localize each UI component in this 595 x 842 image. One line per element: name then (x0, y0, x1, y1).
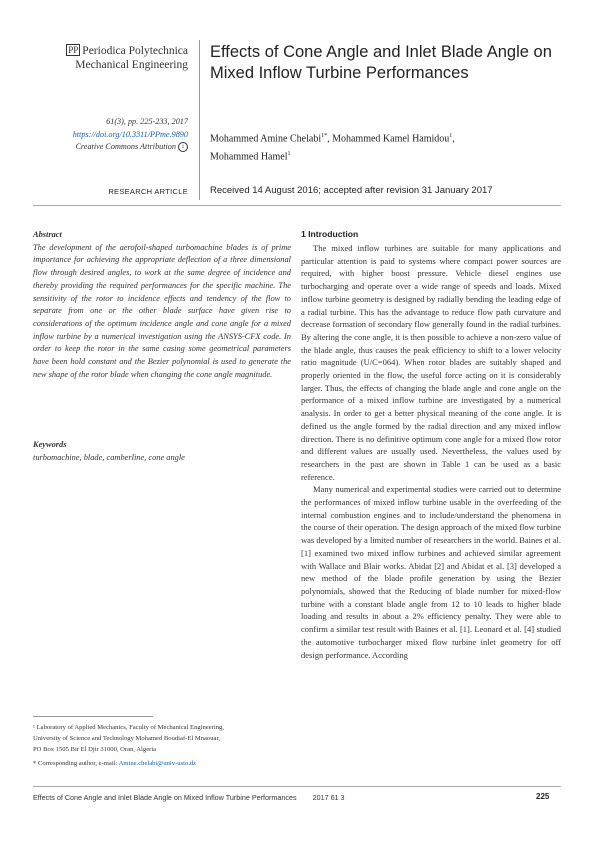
paragraph: The mixed inflow turbines are suitable for many applications and particular attention is paid to systems where compact power sources are required, with higher boost pressure. Vehicle diesel engines use turbocharging and operate over a wide range of speeds and loads. Mixed inflow turbine geometry is designed by radially bending the leading edge of a radial turbine. This has the advantage to reduce flow path curvature and decrease formation of secondary flow generally found in the radial turbines. By altering the cone angle, it is then possible to achieve a non-zero value of the blade angle, thus causes the peak efficiency to shift to a lower velocity ratio magnitude (U/C=064). When rotor blades are suitably shaped and properly oriented in the flow, the useful force acting on it is considerably larger. Thus, the effects of changing the blade angle and cone angle on the performance of a mixed inflow turbine are investigated by a numerical analysis. In order to get a better physical meaning of the cone angle. It is defined us the angle formed by the radial direction and any mixed inflow direction. There is no definitive optimum cone angle for a mixed flow rotor and different values are usually used. Nevertheless, the values used by researchers in the past are shown in Table 1 can be used as a basic reference. (301, 243, 561, 482)
journal-mark-icon: PP (68, 45, 79, 55)
header-divider (199, 40, 200, 200)
journal-name-line1: Periodica Polytechnica (82, 45, 188, 57)
author-name: Mohammed Amine Chelabi (210, 133, 322, 145)
author-separator: , (327, 133, 333, 145)
footer-rule (33, 786, 561, 787)
author-affil-mark: 1 (449, 133, 453, 139)
page-number: 225 (536, 792, 550, 801)
author-affil-mark: 1* (321, 133, 328, 139)
introduction-body (301, 242, 561, 661)
abstract-text: The development of the aerofoil-shaped turbomachine blades is of prime importance for achieving the appropriate deflection of a three dimensional flow through desired angles, to work at the same degree of incidence and thereby providing the required performances for the specific machine. The sensitivity of the rotor to incidence effects and tendency of the flow to separate from one or the other blade surface have given rise to considerations of the optimum incidence angle and cone angle for a mixed inflow turbine by a numerical investigation using the ANSYS-CFX code. In order to keep the rotor in the same casing some geometrical parameters have been hold constant and the Bezier polynomial is used to generate the new shape of the rotor blade when changing the cone angle magnitude. (33, 242, 291, 379)
keywords-heading: Keywords (33, 440, 67, 449)
citation: 61(3), pp. 225-233, 2017 (106, 117, 188, 126)
received-date: Received 14 August 2016; accepted after revision 31 January 2017 (210, 185, 493, 196)
running-footer (33, 793, 345, 802)
doi-link[interactable]: https://doi.org/10.3311/PPme.9890 (72, 129, 188, 139)
issue-info: 2017 61 3 (312, 793, 345, 802)
article-type: RESEARCH ARTICLE (108, 187, 188, 196)
affiliation-line: ¹ Laboratory of Applied Mechanics, Faculty of Mechanical Engineering, (33, 724, 224, 731)
email-link[interactable]: Amine.chelabi@univ-usto.dz (118, 760, 197, 768)
author-separator: , (452, 133, 455, 145)
author-list (210, 129, 570, 165)
affiliation (33, 723, 291, 770)
author-name: Mohammed Kamel Hamidou (332, 133, 450, 145)
abstract (33, 229, 291, 381)
author-name: Mohammed Hamel (210, 151, 288, 163)
paragraph: Many numerical and experimental studies were carried out to determine the performances of mixed inflow turbine usable in the overfeeding of the internal combustion engines and to include/understand the phenomena in the course of their operation. The design approach of the mixed flow turbine was developed by a limited number of researchers in the world. Baines et al. [1] examined two mixed inflow turbines and achieved similar agreement with Wallace and Blair works. Abidat [2] and Abidat et al. [3] developed a new method of the blade profile generation by using the Bezier polynomials, showed that the Reducing of blade number for mixed-flow turbine with a constant blade angle from 12 to 10 leads to higher blade loading and results in about a 2% efficiency penalty. They were able to confirm a similar test result with Baines et al. [1]. Leonard et al. [4] studied the automotive turbocharger mixed flow turbine inlet geometry for off design performance. According (301, 484, 561, 660)
corresponding-label: * Corresponding author, e-mail: (33, 760, 119, 768)
abstract-heading: Abstract (33, 230, 62, 239)
keywords-text: turbomachine, blade, camberline, cone angle (33, 452, 185, 462)
license (33, 141, 188, 154)
corresponding-author (33, 759, 291, 770)
affiliation-line: PO Box 1505 Bir El Djir 31000, Oran, Algeria (33, 745, 157, 753)
license-text: Creative Commons Attribution (75, 142, 176, 151)
article-meta (33, 116, 188, 154)
header-rule (33, 205, 561, 206)
author-affil-mark: 1 (287, 150, 291, 157)
footnote-rule (33, 716, 153, 717)
cc-by-icon: i (178, 142, 188, 152)
journal-name-line2: Mechanical Engineering (75, 59, 188, 71)
section-heading: 1 Introduction (301, 229, 359, 239)
running-title: Effects of Cone Angle and Inlet Blade Angle on Mixed Inflow Turbine Performances (33, 793, 297, 802)
journal-logo (33, 44, 188, 72)
keywords (33, 439, 291, 464)
affiliation-line: University of Science and Technology Mohamed Boudiaf-El Mnaouar, (33, 734, 221, 742)
article-title: Effects of Cone Angle and Inlet Blade Angle on Mixed Inflow Turbine Performances (210, 43, 552, 82)
